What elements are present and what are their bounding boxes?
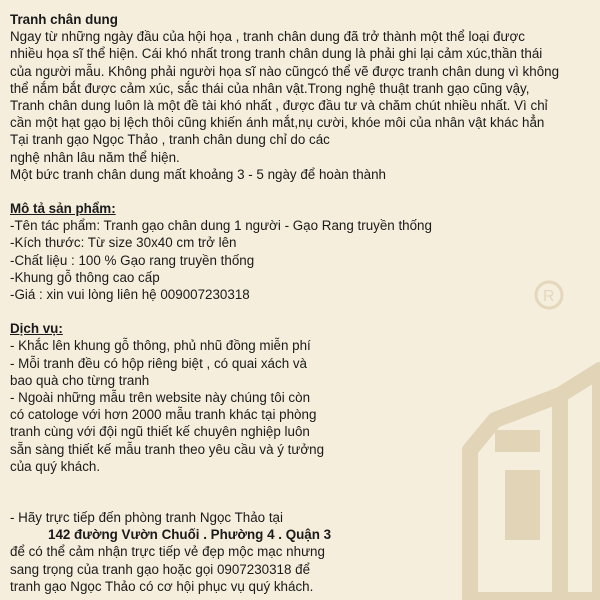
product-line: -Kích thước: Từ size 30x40 cm trở lên: [10, 235, 237, 251]
intro-paragraph: [10, 28, 595, 183]
intro-line: thể nắm bắt được cảm xúc, sắc thái của nhân vật.Trong nghệ thuật tranh gạo cũng vậy,: [10, 80, 530, 96]
service-line: - Mỗi tranh đều có hộp riêng biệt , có quai xách và: [10, 355, 308, 371]
contact-line: sang trọng của tranh gạo hoặc gọi 0907230318 để: [10, 561, 311, 577]
product-line: -Chất liệu : 100 % Gạo rang truyền thống: [10, 252, 255, 268]
intro-line: của người mẫu. Không phải người họa sĩ nào cũngcó thể vẽ được tranh chân dung vì không: [10, 63, 560, 79]
contact-intro: - Hãy trực tiếp đến phòng tranh Ngọc Thảo tại: [10, 510, 283, 526]
intro-line: Một bức tranh chân dung mất khoảng 3 - 5 ngày để hoàn thành: [10, 166, 386, 182]
service-line: của quý khách.: [10, 458, 101, 474]
product-heading: Mô tả sản phẩm:: [10, 201, 116, 217]
intro-line: nhiều họa sĩ thể hiện. Cái khó nhất trong tranh chân dung là phải ghi lại cảm xúc,thần thái: [10, 46, 543, 62]
service-line: sẵn sàng thiết kế mẫu tranh theo yêu cầu và ý tưởng: [10, 441, 325, 457]
product-details: [10, 217, 595, 303]
product-line: -Tên tác phẩm: Tranh gạo chân dung 1 người - Gạo Rang truyền thống: [10, 218, 432, 234]
service-line: bao quà cho từng tranh: [10, 372, 150, 388]
service-line: tranh cùng với đội ngũ thiết kế chuyên nghiệp luôn: [10, 424, 310, 440]
contact-line: để có thể cảm nhận trực tiếp vẻ đẹp mộc mạc nhưng: [10, 544, 325, 560]
service-line: - Ngoài những mẫu trên website này chúng tôi còn: [10, 390, 311, 406]
intro-line: Ngay từ những ngày đầu của hội họa , tranh chân dung đã trở thành một thể loại được: [10, 29, 525, 45]
services-list: [10, 337, 595, 475]
product-line: -Giá : xin vui lòng liên hệ 009007230318: [10, 287, 250, 303]
service-line: - Khắc lên khung gỗ thông, phủ nhũ đồng miễn phí: [10, 338, 311, 354]
article: [10, 11, 595, 595]
intro-line: cần một hạt gạo bị lệch thôi cũng khiến ánh mắt,nụ cười, khóe môi của nhân vật khác hẳn: [10, 115, 545, 131]
contact-address: 142 đường Vườn Chuối . Phường 4 . Quận 3: [48, 527, 332, 543]
contact-line: tranh gạo Ngọc Thảo có cơ hội phục vụ quý khách.: [10, 578, 314, 594]
service-line: có catologe với hơn 2000 mẫu tranh khác tại phòng: [10, 407, 317, 423]
registered-letter: R: [543, 288, 555, 305]
services-heading: Dịch vụ:: [10, 321, 63, 337]
intro-line: nghệ nhân lâu năm thể hiện.: [10, 149, 180, 165]
intro-line: Tại tranh gạo Ngọc Thảo , tranh chân dung chỉ do các: [10, 132, 330, 148]
contact-section: [10, 509, 595, 595]
intro-line: Tranh chân dung luôn là một đề tài khó nhất , được đầu tư và chăm chút nhiều nhất. Vì chỉ: [10, 98, 548, 114]
page-title: Tranh chân dung: [10, 12, 118, 27]
product-line: -Khung gỗ thông cao cấp: [10, 269, 160, 285]
